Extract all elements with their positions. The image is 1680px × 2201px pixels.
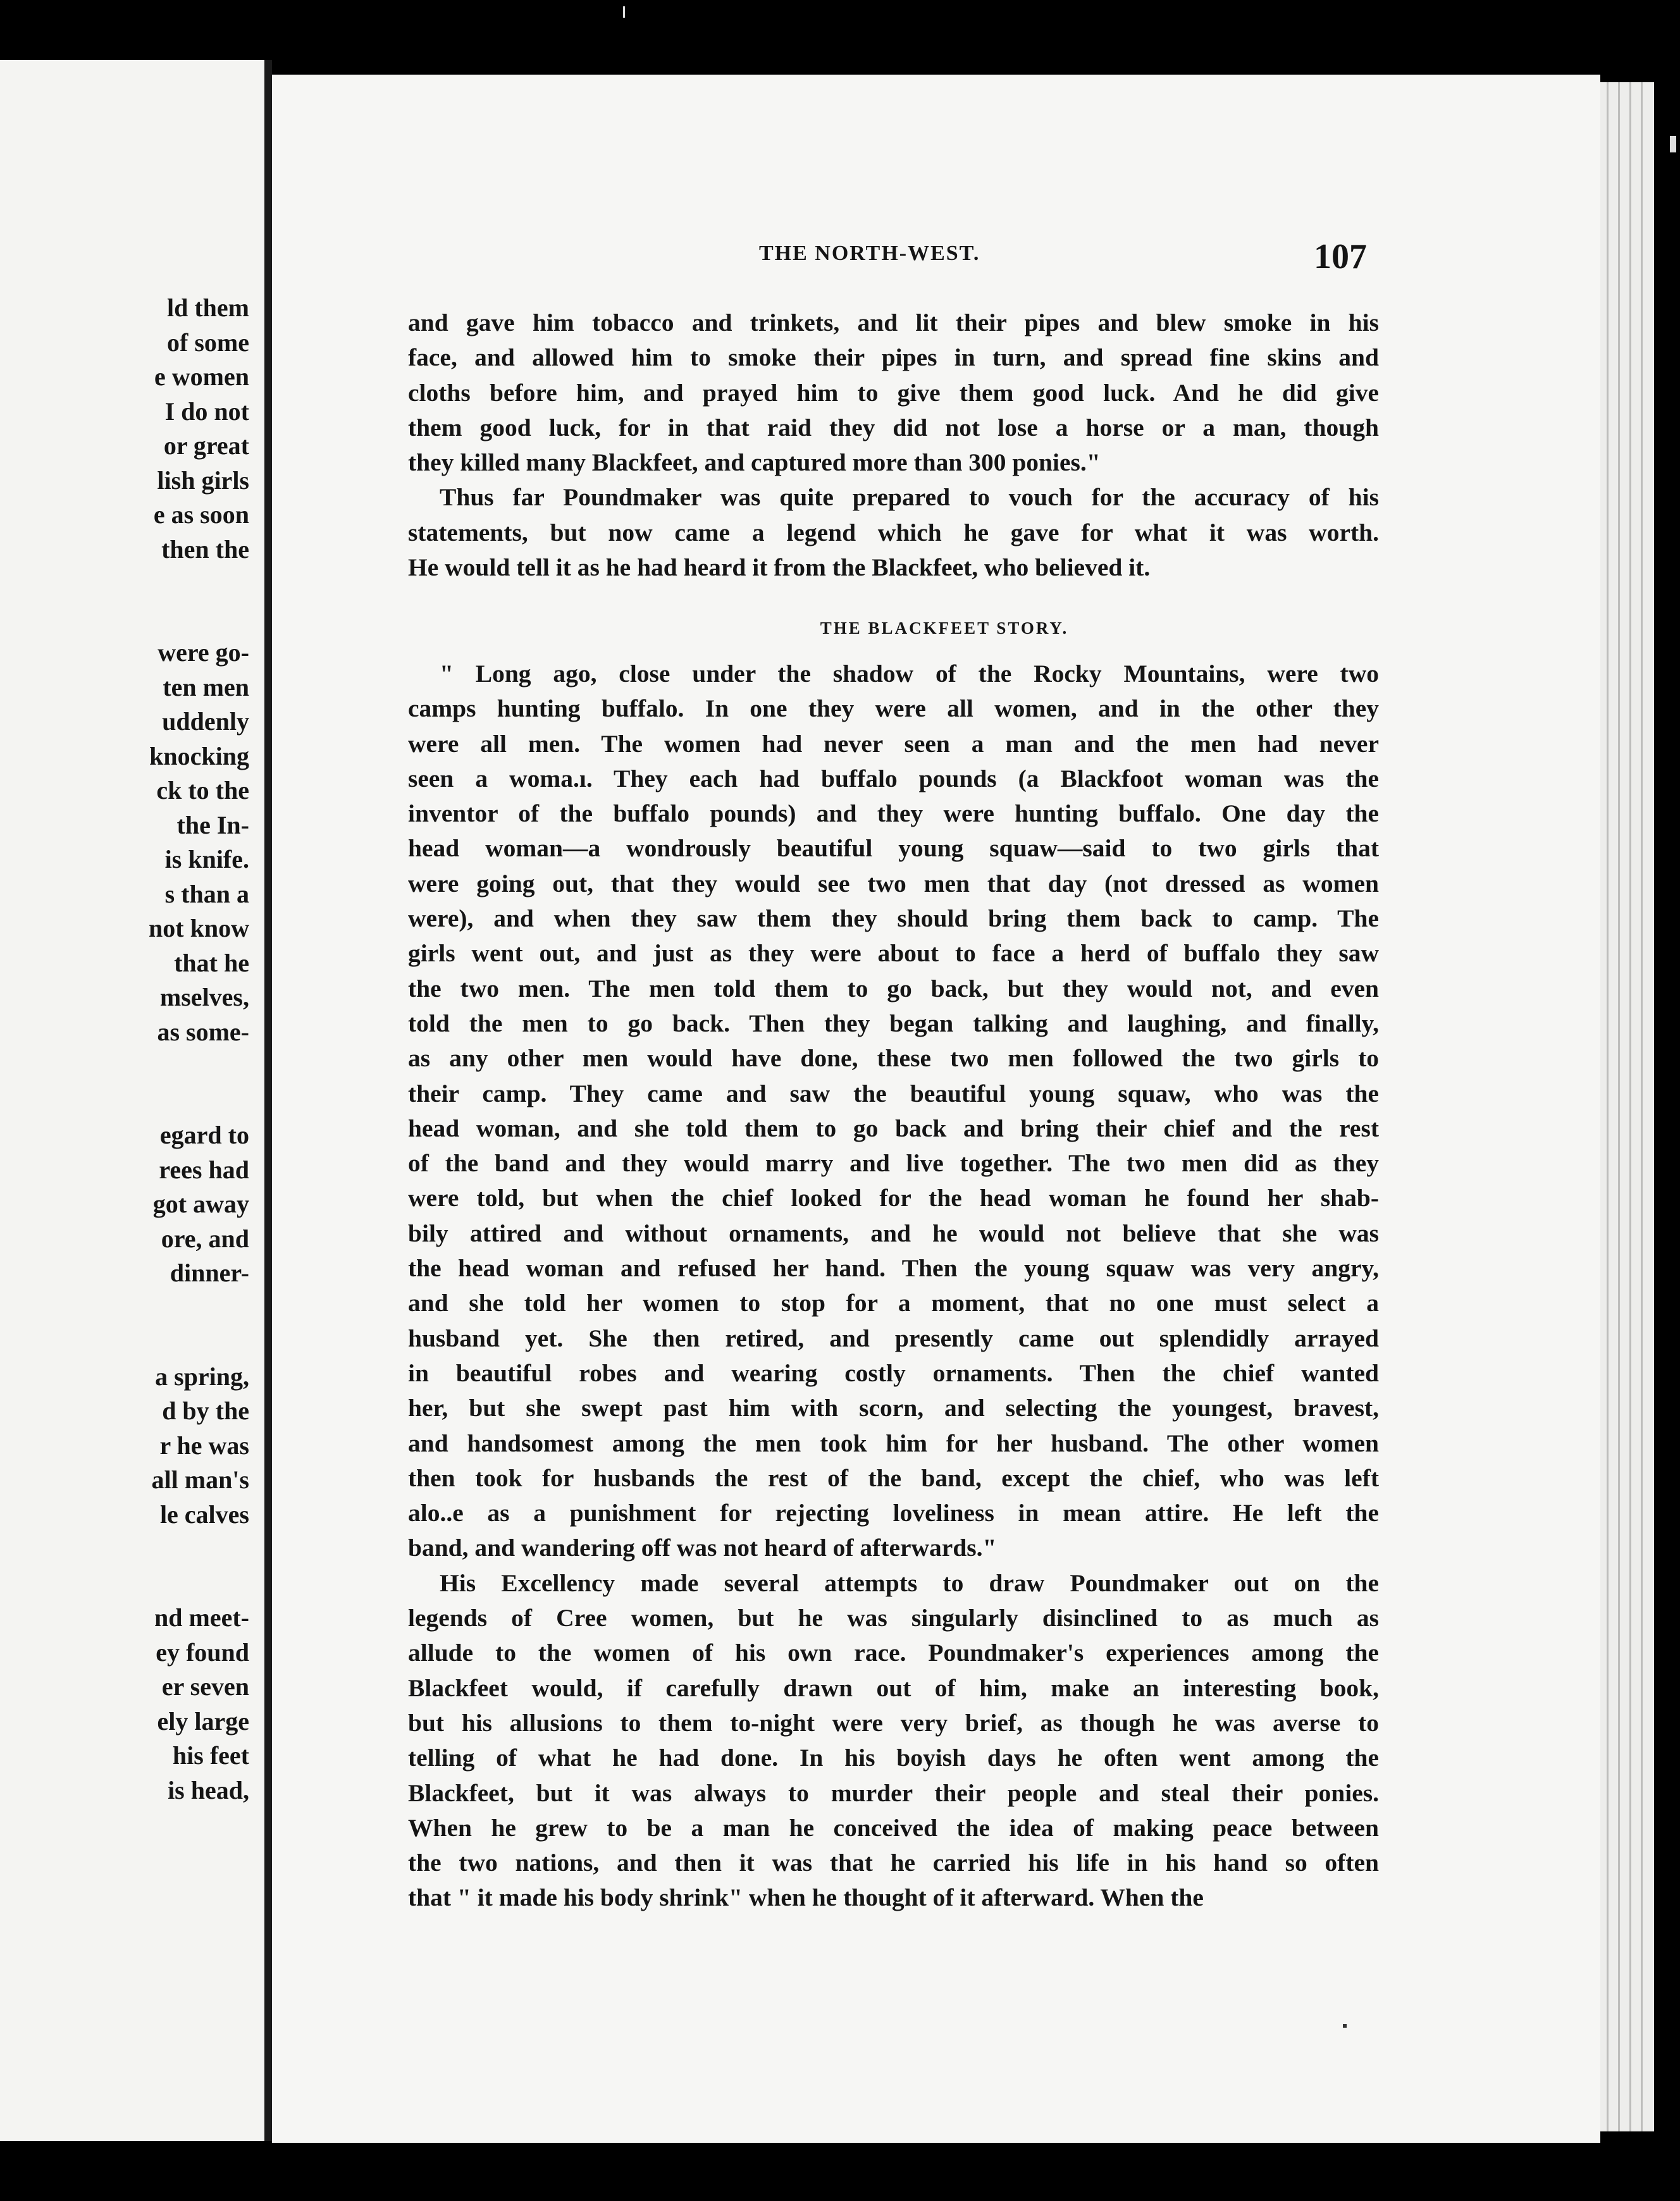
- left-page-line: d by the: [162, 1396, 249, 1425]
- book-gutter: [264, 60, 272, 2141]
- left-page-line: knocking: [149, 741, 249, 770]
- text-line: the head woman and refused her hand. Then the young squaw was very angry,: [408, 1254, 1379, 1283]
- left-page-line: ely large: [157, 1706, 249, 1736]
- paragraph-before-heading: [408, 305, 1379, 585]
- left-page-line: s than a: [164, 879, 249, 908]
- left-page-line: le calves: [159, 1500, 249, 1529]
- text-line: seen a woma.ı. They each had buffalo pounds (a Blackfoot woman was the: [408, 764, 1379, 792]
- left-page-line: ey found: [156, 1637, 249, 1667]
- left-page-line: the In-: [176, 810, 249, 839]
- text-line: were), and when they saw them they should bring them back to camp. The: [408, 904, 1379, 933]
- text-line: of the band and they would marry and live together. The two men did as they: [408, 1149, 1379, 1178]
- left-facing-page: [0, 60, 264, 2141]
- text-line: her, but she swept past him with scorn, and selecting the youngest, bravest,: [408, 1394, 1379, 1422]
- left-page-line: then the: [161, 534, 249, 564]
- left-page-line: that he: [174, 948, 249, 977]
- text-line: inventor of the buffalo pounds) and they were hunting buffalo. One day the: [408, 799, 1379, 828]
- text-line: " Long ago, close under the shadow of the Rocky Mountains, were two: [440, 660, 1379, 687]
- left-page-line: mselves,: [159, 983, 249, 1011]
- text-line: were told, but when the chief looked for the head woman he found her shab-: [408, 1184, 1379, 1212]
- left-page-line: not know: [149, 914, 249, 942]
- section-heading-text: THE BLACKFEET STORY.: [820, 619, 1069, 638]
- text-line: in beautiful robes and wearing costly ornaments. Then the chief wanted: [408, 1359, 1379, 1387]
- text-line: He would tell it as he had heard it from the Blackfeet, who believed it.: [408, 553, 1151, 582]
- text-line: legends of Cree women, but he was singularly disinclined to as much as: [408, 1604, 1379, 1632]
- scan-speck: [623, 6, 625, 18]
- left-page-line: nd meet-: [154, 1603, 249, 1632]
- scan-speck: [1670, 136, 1676, 152]
- text-line: and gave him tobacco and trinkets, and lit their pipes and blew smoke in his: [408, 309, 1379, 336]
- text-line: His Excellency made several attempts to draw Poundmaker out on the: [440, 1569, 1379, 1597]
- text-line: the two men. The men told them to go back, but they would not, and even: [408, 974, 1379, 1002]
- left-page-line: ten men: [163, 672, 249, 701]
- left-page-line: of some: [167, 328, 249, 357]
- text-line: the two nations, and then it was that he carried his life in his hand so often: [408, 1849, 1379, 1877]
- text-line: camps hunting buffalo. In one they were all women, and in the other they: [408, 694, 1379, 723]
- left-page-line: e as soon: [153, 500, 249, 529]
- left-page-line: all man's: [151, 1465, 249, 1494]
- text-line: were all men. The women had never seen a man and the men had never: [408, 729, 1379, 758]
- text-line: head woman, and she told them to go back and bring their chief and the rest: [408, 1114, 1379, 1142]
- left-page-line: his feet: [172, 1741, 249, 1770]
- text-line: alo..e as a punishment for rejecting loveliness in mean attire. He left the: [408, 1499, 1379, 1527]
- text-line: they killed many Blackfeet, and captured more than 300 ponies.": [408, 448, 1101, 477]
- left-page-line: lish girls: [157, 465, 249, 495]
- left-page-line: is head,: [168, 1775, 249, 1804]
- left-page-line: rees had: [159, 1155, 249, 1184]
- left-page-line: as some-: [157, 1017, 249, 1046]
- text-line: telling of what he had done. In his boyish days he often went among the: [408, 1744, 1379, 1772]
- scan-speck: [1343, 2024, 1347, 2028]
- text-line: Blackfeet would, if carefully drawn out of him, make an interesting book,: [408, 1674, 1379, 1702]
- text-line: girls went out, and just as they were about to face a herd of buffalo they saw: [408, 939, 1379, 968]
- text-line: Blackfeet, but it was always to murder their people and steal their ponies.: [408, 1779, 1379, 1807]
- page-number: 107: [1314, 237, 1367, 276]
- text-line: cloths before him, and prayed him to give them good luck. And he did give: [408, 378, 1379, 407]
- left-page-line: is knife.: [164, 845, 249, 873]
- text-line: and handsomest among the men took him for her husband. The other women: [408, 1429, 1379, 1457]
- text-line: face, and allowed him to smoke their pipes in turn, and spread fine skins and: [408, 343, 1379, 372]
- left-page-line: got away: [152, 1190, 249, 1218]
- text-line: band, and wandering off was not heard of afterwards.": [408, 1534, 997, 1562]
- running-head: THE NORTH-WEST.: [759, 242, 980, 265]
- left-page-line: or great: [163, 431, 249, 460]
- text-line: When he grew to be a man he conceived the idea of making peace between: [408, 1813, 1379, 1842]
- text-line: then took for husbands the rest of the band, except the chief, who was left: [408, 1464, 1379, 1492]
- left-page-line: dinner-: [170, 1259, 249, 1287]
- text-line: as any other men would have done, these two men followed the two girls to: [408, 1044, 1379, 1073]
- text-line: statements, but now came a legend which he gave for what it was worth.: [408, 518, 1379, 546]
- page-edge-stack: [1600, 82, 1654, 2131]
- left-page-line: uddenly: [162, 707, 249, 736]
- text-line: them good luck, for in that raid they did not lose a horse or a man, though: [408, 413, 1379, 441]
- left-page-line: egard to: [159, 1121, 249, 1149]
- left-page-line: ore, and: [161, 1224, 249, 1253]
- text-line: Thus far Poundmaker was quite prepared to vouch for the accuracy of his: [440, 483, 1379, 512]
- text-line: told the men to go back. Then they began talking and laughing, and finally,: [408, 1009, 1379, 1037]
- text-line: husband yet. She then retired, and presently came out splendidly arrayed: [408, 1324, 1379, 1352]
- text-line: that " it made his body shrink" when he thought of it afterward. When the: [408, 1883, 1204, 1912]
- text-line: were going out, that they would see two men that day (not dressed as women: [408, 869, 1379, 897]
- text-line: but his allusions to them to-night were very brief, as though he was averse to: [408, 1708, 1379, 1737]
- left-page-line: er seven: [161, 1672, 249, 1701]
- text-line: head woman—a wondrously beautiful young squaw—said to two girls that: [408, 834, 1379, 863]
- text-line: and she told her women to stop for a moment, that no one must select a: [408, 1289, 1379, 1317]
- text-line: allude to the women of his own race. Poundmaker's experiences among the: [408, 1639, 1379, 1667]
- left-page-line: ld them: [167, 293, 249, 322]
- left-page-line: a spring,: [155, 1362, 249, 1391]
- left-page-line: ck to the: [156, 776, 249, 805]
- section-heading: [0, 619, 1680, 638]
- text-line: bily attired and without ornaments, and he would not believe that she was: [408, 1219, 1379, 1247]
- left-page-line: I do not: [164, 397, 249, 426]
- text-line: their camp. They came and saw the beautiful young squaw, who was the: [408, 1079, 1379, 1107]
- story-text: [408, 657, 1379, 1916]
- left-page-line: r he was: [159, 1431, 249, 1460]
- left-page-line: e women: [154, 362, 249, 391]
- left-page-line: were go-: [158, 638, 249, 667]
